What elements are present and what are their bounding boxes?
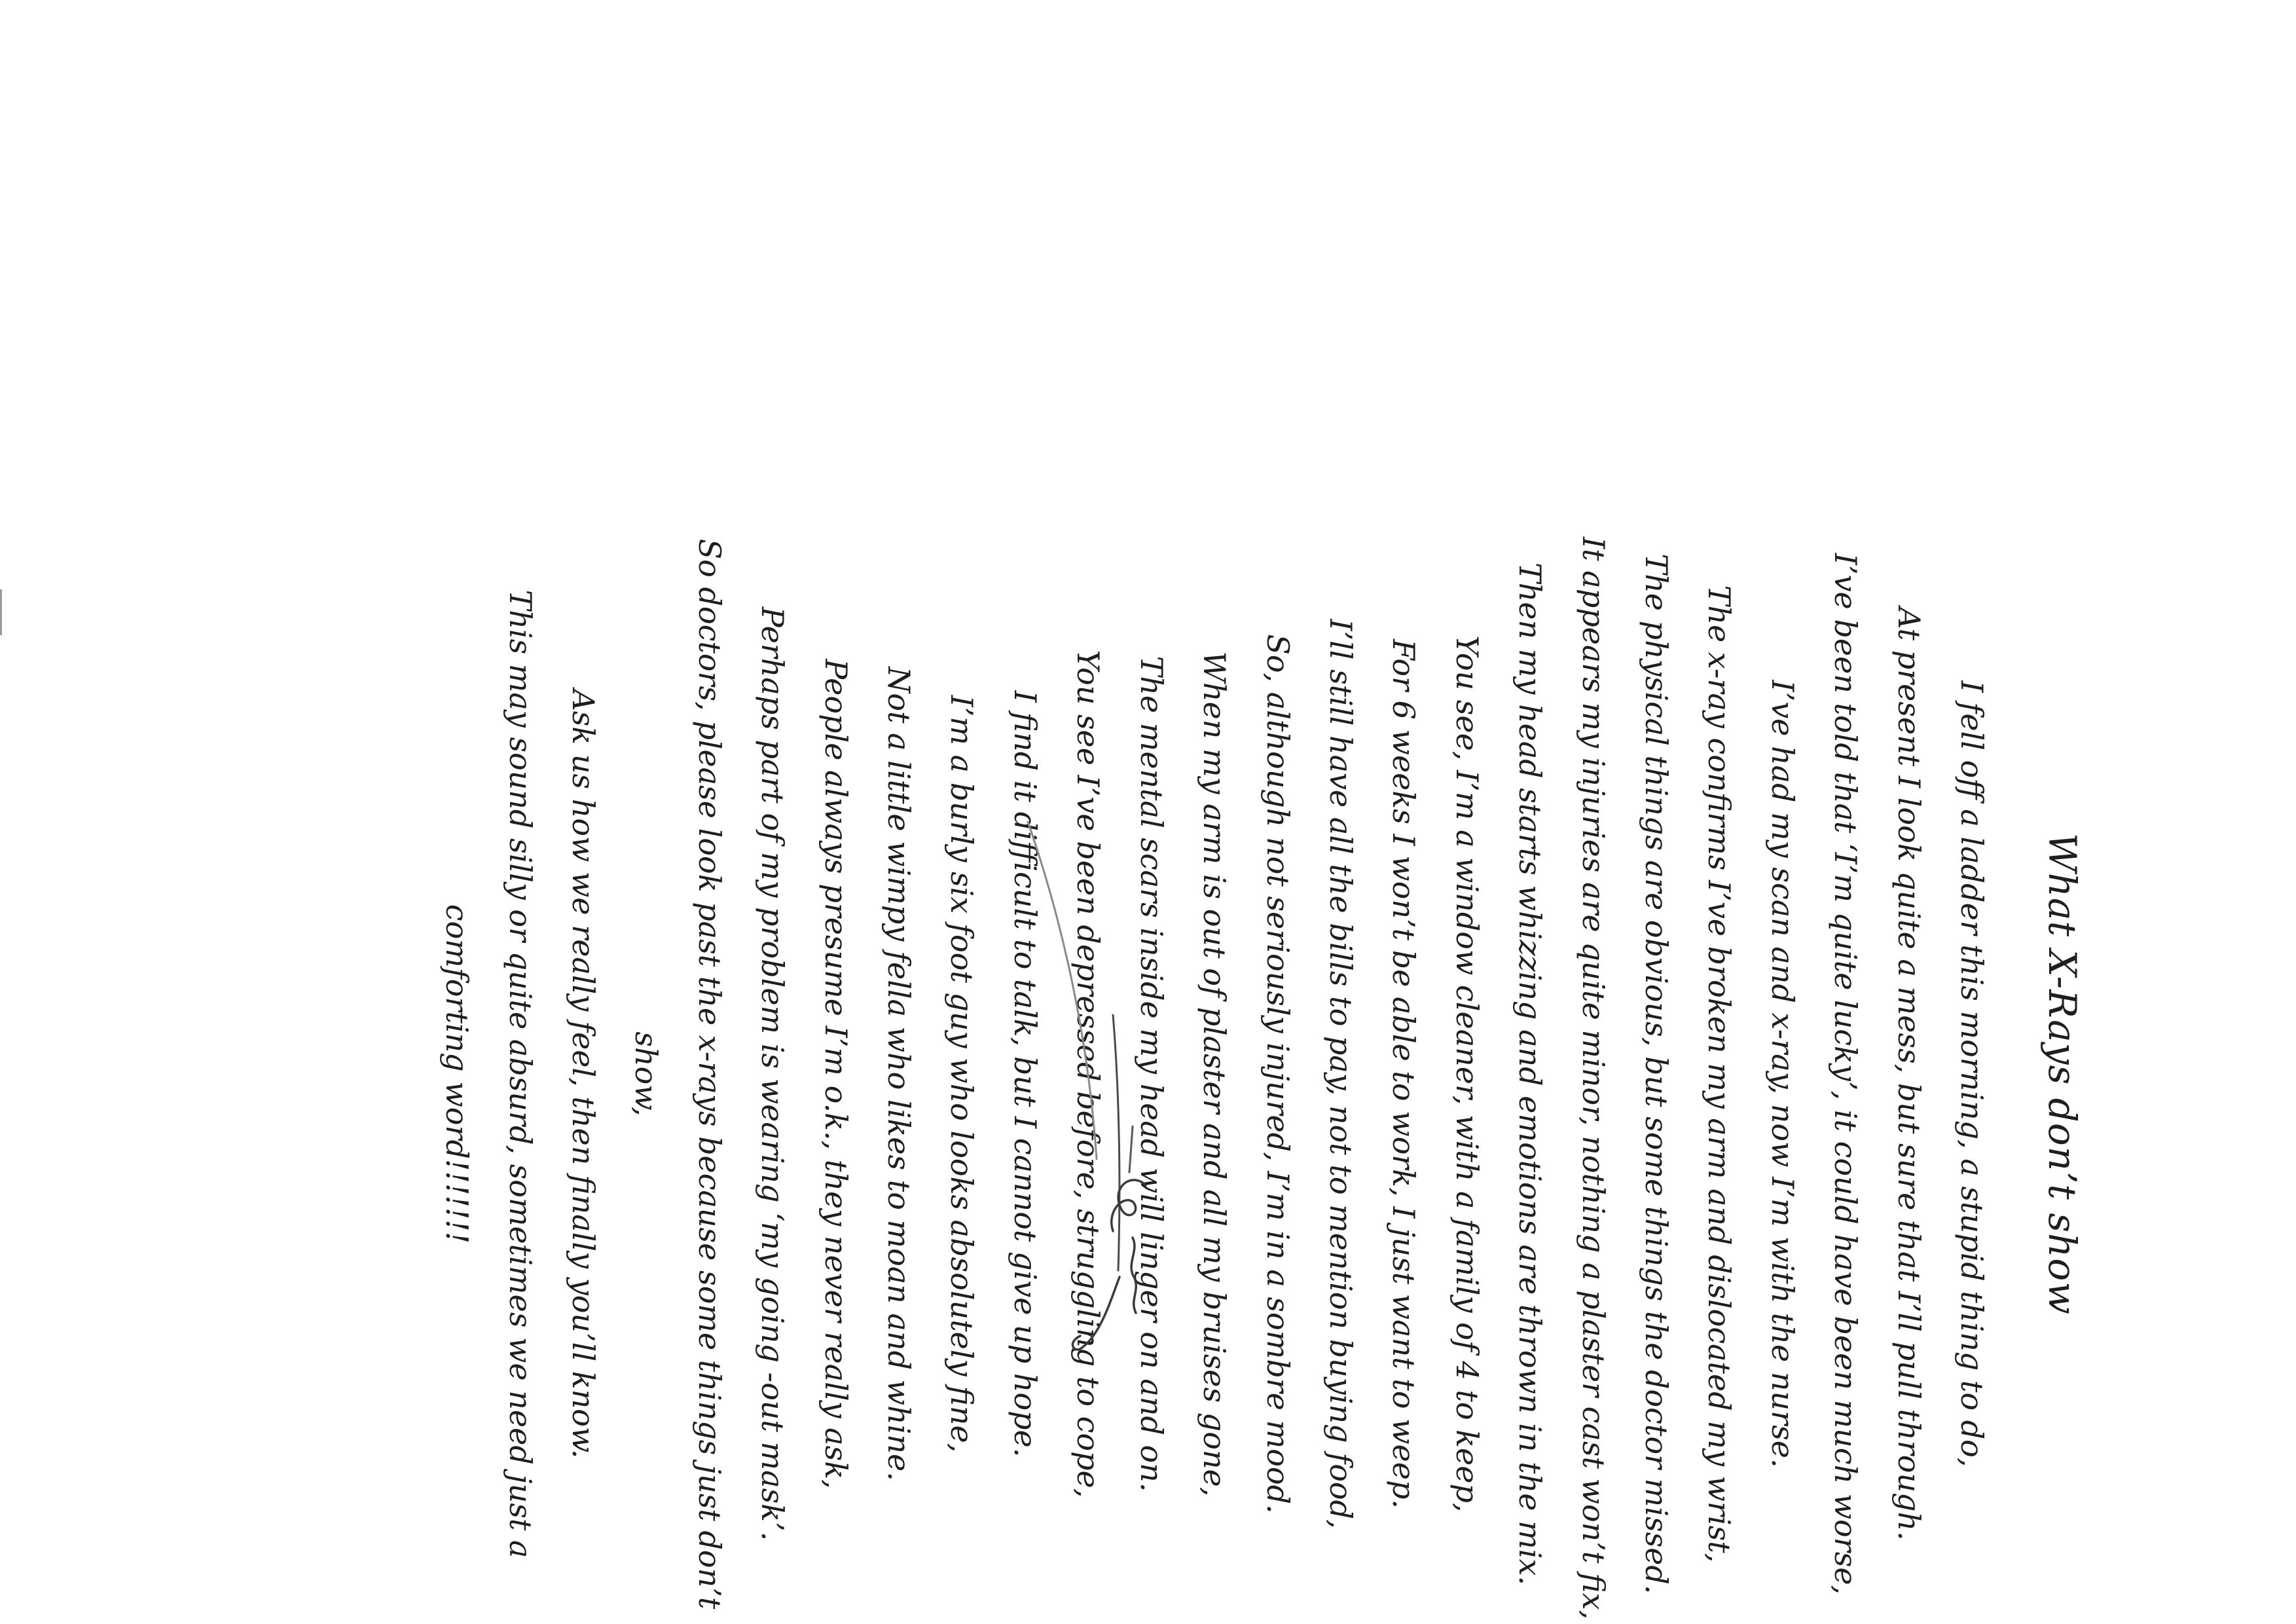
poem-line: comforting word!!!!!!! — [439, 904, 475, 1244]
signature — [1002, 819, 1159, 1356]
poem-line: I fell off a ladder this morning, a stupid thing to do, — [1954, 680, 1990, 1467]
poem-line: For 6 weeks I won’t be able to work, I just want to weep. — [1386, 638, 1422, 1509]
signature-pencil-stroke — [1028, 822, 1097, 1159]
signature-letters-stroke — [1131, 1238, 1136, 1313]
poem-title: What X-Rays don’t show — [2040, 833, 2085, 1315]
poem-line: You see, I’m a window cleaner, with a family of 4 to keep, — [1449, 635, 1485, 1513]
poem-line: So doctors, please look past the x-rays because some things just don’t — [691, 538, 727, 1610]
poem-line: At present I look quite a mess, but sure that I’ll pull through. — [1891, 607, 1927, 1541]
poem-line: I’ve been told that ‘I’m quite lucky’, it could have been much worse, — [1828, 553, 1864, 1595]
signature-tick-stroke — [1129, 1126, 1133, 1172]
poem-line: So, although not seriously injured, I’m in a sombre mood. — [1260, 634, 1296, 1514]
poem-line: This may sound silly or quite absurd, sometimes we need just a — [502, 589, 538, 1559]
poem-line: People always presume I’m o.k., they never really ask, — [818, 659, 854, 1489]
poem-line: It appears my injuries are quite minor, nothing a plaster cast won’t fix, — [1575, 537, 1611, 1620]
poem-line: The physical things are obvious, but some things the doctor missed. — [1638, 553, 1674, 1595]
poem-line: Then my head starts whizzing and emotions are thrown in the mix. — [1512, 562, 1548, 1586]
signature-tail-stroke — [1072, 1277, 1120, 1350]
poem-line: I’ve had my scan and x-ray, now I’m with the nurse. — [1764, 680, 1800, 1468]
poem-line: The x-ray confirms I’ve broken my arm and dislocated my wrist, — [1702, 585, 1738, 1563]
poem-line: Perhaps part of my problem is wearing ‘my going -out mask’. — [755, 606, 791, 1541]
poem-line: The mental scars inside my head will linger on and on. — [1133, 655, 1169, 1492]
poem-line: When my arm is out of plaster and all my bruises gone, — [1197, 651, 1233, 1497]
poem-line: Ask us how we really feel, then finally you’ll know. — [566, 689, 602, 1459]
poem — [426, 537, 2095, 1620]
signature-underline-stroke — [1113, 1015, 1120, 1270]
poem-line: Not a little wimpy fella who likes to moan and whine. — [881, 667, 917, 1481]
poem-line: I find it difficult to talk, but I cannot give up hope. — [1007, 690, 1043, 1458]
poem-line: You see I’ve been depressed before, struggling to cope, — [1070, 650, 1106, 1498]
scan-edge-mark — [0, 589, 2, 635]
poem-line: I’m a burly six foot guy who looks absolutely fine, — [944, 695, 980, 1453]
signature-loop-stroke — [1112, 1180, 1146, 1231]
poem-line: I’ll still have all the bills to pay, not to mention buying food, — [1322, 619, 1358, 1529]
poem-line: show, — [629, 1031, 665, 1116]
